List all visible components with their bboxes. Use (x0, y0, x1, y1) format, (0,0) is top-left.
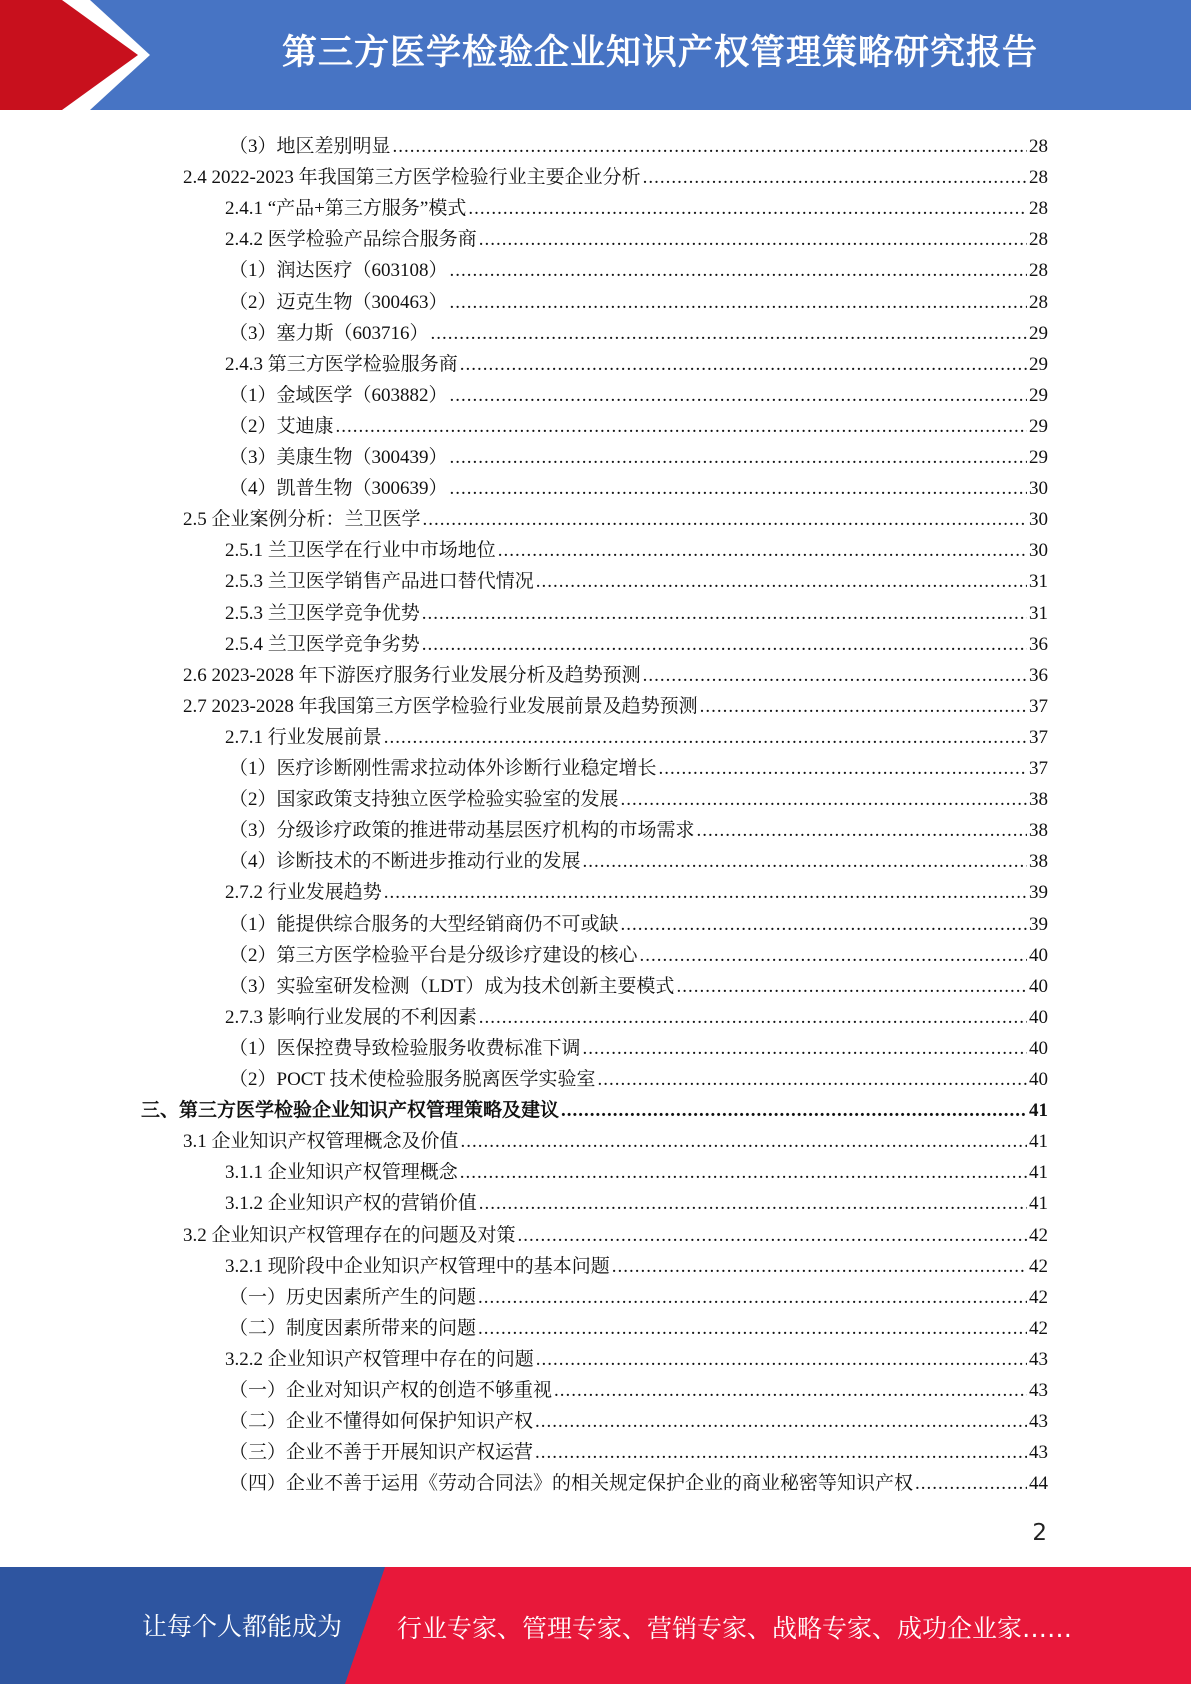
toc-entry[interactable] (183, 656, 1048, 687)
toc-entry-label: （二）企业不懂得如何保护知识产权 (229, 1411, 534, 1433)
toc-entry-page: 39 (1029, 913, 1048, 935)
toc-entry[interactable] (229, 376, 1048, 407)
toc-entry[interactable] (225, 625, 1048, 656)
toc-leader-dots (460, 1162, 1027, 1184)
toc-entry-page: 28 (1029, 198, 1048, 220)
toc-entry[interactable] (229, 842, 1048, 873)
toc-entry[interactable] (229, 469, 1048, 500)
toc-entry-label: 3.2.2 企业知识产权管理中存在的问题 (225, 1348, 534, 1370)
toc-entry[interactable] (225, 998, 1048, 1029)
toc-entry-label: （2）POCT 技术使检验服务脱离医学实验室 (229, 1069, 596, 1090)
toc-entry-label: 3.2 企业知识产权管理存在的问题及对策 (183, 1224, 516, 1246)
toc-entry-label: （1）能提供综合服务的大型经销商仍不可或缺 (229, 913, 619, 935)
toc-entry-page: 42 (1029, 1255, 1048, 1277)
toc-entry[interactable] (183, 158, 1048, 189)
toc-leader-dots (554, 1380, 1027, 1402)
toc-leader-dots (518, 1225, 1027, 1247)
toc-leader-dots (478, 1318, 1027, 1340)
toc-entry[interactable] (229, 1464, 1048, 1495)
toc-entry-label: 2.5.4 兰卫医学竞争劣势 (225, 633, 420, 655)
toc-leader-dots (478, 1287, 1027, 1309)
toc-entry-label: 2.5 企业案例分析：兰卫医学 (183, 509, 421, 531)
toc-entry-page: 41 (1029, 1131, 1048, 1153)
toc-entry-page: 40 (1029, 975, 1048, 997)
toc-leader-dots (697, 820, 1027, 842)
toc-entry-label: 2.5.3 兰卫医学竞争优势 (225, 602, 420, 624)
header-red-arrow (0, 0, 140, 110)
toc-leader-dots (536, 571, 1027, 593)
toc-entry[interactable] (225, 873, 1048, 904)
toc-entry-page: 36 (1029, 664, 1048, 686)
toc-entry[interactable] (229, 967, 1048, 998)
toc-entry-page: 28 (1029, 136, 1048, 157)
toc-leader-dots (450, 260, 1027, 282)
toc-entry-page: 40 (1029, 1006, 1048, 1028)
toc-entry-page: 28 (1029, 167, 1048, 189)
toc-leader-dots (450, 292, 1027, 314)
toc-entry-page: 43 (1029, 1411, 1048, 1433)
toc-entry-page: 38 (1029, 789, 1048, 811)
toc-entry-page: 37 (1029, 695, 1048, 717)
toc-leader-dots (621, 789, 1027, 811)
toc-entry[interactable] (229, 1402, 1048, 1433)
toc-entry[interactable] (229, 1278, 1048, 1309)
toc-leader-dots (450, 478, 1027, 500)
toc-entry[interactable] (225, 345, 1048, 376)
toc-entry[interactable] (225, 1247, 1048, 1278)
toc-entry-label: （2）艾迪康 (229, 415, 334, 437)
toc-entry[interactable] (229, 811, 1048, 842)
toc-entry[interactable] (229, 936, 1048, 967)
toc-entry[interactable] (229, 1309, 1048, 1340)
toc-entry-label: 2.7.3 影响行业发展的不利因素 (225, 1006, 477, 1028)
report-title: 第三方医学检验企业知识产权管理策略研究报告 (281, 33, 1038, 73)
toc-leader-dots (535, 1411, 1027, 1433)
footer-slogan-left: 让每个人都能成为 (142, 1612, 343, 1641)
toc-leader-dots (643, 665, 1027, 687)
toc-entry-page: 43 (1029, 1380, 1048, 1401)
toc-leader-dots (612, 1256, 1027, 1278)
toc-entry-page: 42 (1029, 1224, 1048, 1246)
toc-entry[interactable] (225, 718, 1048, 749)
toc-entry[interactable] (229, 780, 1048, 811)
toc-entry-label: （3）地区差别明显 (229, 136, 391, 157)
toc-entry-label: 2.5.1 兰卫医学在行业中市场地位 (225, 540, 496, 562)
toc-entry-label: 2.7.1 行业发展前景 (225, 726, 382, 748)
toc-entry-label: （二）制度因素所带来的问题 (229, 1317, 477, 1339)
toc-entry[interactable] (225, 189, 1048, 220)
toc-entry-page: 29 (1029, 384, 1048, 406)
toc-entry-page: 41 (1029, 1193, 1048, 1215)
toc-entry[interactable] (229, 283, 1048, 314)
page-footer (0, 1567, 1191, 1684)
toc-entry-label: 2.7.2 行业发展趋势 (225, 882, 382, 904)
toc-entry-label: （1）医疗诊断刚性需求拉动体外诊断行业稳定增长 (229, 758, 657, 779)
toc-leader-dots (915, 1473, 1027, 1495)
footer-slogan-right: 行业专家、管理专家、营销专家、战略专家、成功企业家…… (397, 1614, 1073, 1643)
toc-entry-label: 2.4.2 医学检验产品综合服务商 (225, 229, 477, 251)
toc-entry-page: 29 (1029, 322, 1048, 344)
toc-leader-dots (583, 851, 1027, 873)
toc-entry-label: （4）诊断技术的不断进步推动行业的发展 (229, 851, 581, 873)
toc-entry-page: 40 (1029, 1037, 1048, 1059)
toc-leader-dots (431, 323, 1027, 345)
toc-entry[interactable] (225, 1340, 1048, 1371)
toc-leader-dots (422, 634, 1027, 656)
toc-leader-dots (676, 976, 1027, 998)
toc-entry-page: 28 (1029, 229, 1048, 251)
toc-entry[interactable] (141, 1091, 1048, 1122)
toc-entry-page: 31 (1029, 602, 1048, 624)
toc-entry-label: （一）企业对知识产权的创造不够重视 (229, 1380, 553, 1401)
toc-entry-label: （2）迈克生物（300463） (229, 291, 448, 313)
toc-entry[interactable] (225, 562, 1048, 593)
toc-entry-page: 44 (1029, 1473, 1048, 1495)
toc-entry-label: 3.1.2 企业知识产权的营销价值 (225, 1193, 477, 1215)
toc-entry-label: （三）企业不善于开展知识产权运营 (229, 1442, 534, 1464)
toc-entry-label: （2）国家政策支持独立医学检验实验室的发展 (229, 789, 619, 811)
toc-entry-page: 41 (1029, 1100, 1048, 1122)
toc-entry-label: 2.5.3 兰卫医学销售产品进口替代情况 (225, 571, 534, 593)
toc-entry-page: 41 (1029, 1162, 1048, 1184)
toc-entry-label: 2.4.1 “产品+第三方服务”模式 (225, 198, 467, 220)
toc-entry-label: 3.1 企业知识产权管理概念及价值 (183, 1131, 459, 1153)
toc-entry-page: 36 (1029, 633, 1048, 655)
toc-entry-page: 39 (1029, 882, 1048, 904)
toc-leader-dots (336, 416, 1027, 438)
toc-entry-label: （1）润达医疗（603108） (229, 260, 448, 282)
toc-leader-dots (422, 603, 1027, 625)
toc-entry-page: 28 (1029, 291, 1048, 313)
toc-entry[interactable] (225, 1184, 1048, 1215)
toc-leader-dots (479, 1007, 1027, 1029)
toc-entry-label: （4）凯普生物（300639） (229, 478, 448, 500)
toc-entry-label: 三、第三方医学检验企业知识产权管理策略及建议 (141, 1100, 560, 1122)
toc-leader-dots (461, 1131, 1027, 1153)
toc-entry[interactable] (183, 500, 1048, 531)
toc-entry[interactable] (225, 594, 1048, 625)
toc-leader-dots (597, 1069, 1027, 1091)
toc-leader-dots (450, 447, 1027, 469)
toc-leader-dots (659, 758, 1027, 780)
toc-leader-dots (460, 354, 1027, 376)
toc-leader-dots (479, 229, 1027, 251)
toc-entry[interactable] (229, 438, 1048, 469)
toc-entry-page: 37 (1029, 758, 1048, 779)
toc-entry-label: （2）第三方医学检验平台是分级诊疗建设的核心 (229, 944, 638, 966)
toc-entry[interactable] (229, 314, 1048, 345)
toc-leader-dots (643, 167, 1027, 189)
toc-entry-page: 42 (1029, 1286, 1048, 1308)
toc-entry-page: 29 (1029, 353, 1048, 375)
page-number: 2 (1032, 1520, 1047, 1546)
toc-leader-dots (498, 540, 1027, 562)
toc-leader-dots (535, 1442, 1027, 1464)
toc-entry-page: 40 (1029, 944, 1048, 966)
toc-entry-label: 3.1.1 企业知识产权管理概念 (225, 1162, 458, 1184)
toc-entry-page: 42 (1029, 1317, 1048, 1339)
toc-entry-page: 29 (1029, 447, 1048, 468)
toc-entry-page: 28 (1029, 260, 1048, 282)
toc-entry[interactable] (183, 687, 1048, 718)
toc-entry[interactable] (225, 531, 1048, 562)
toc-entry[interactable] (229, 749, 1048, 780)
toc-entry-label: （3）实验室研发检测（LDT）成为技术创新主要模式 (229, 975, 675, 997)
toc-entry-page: 30 (1029, 509, 1048, 531)
toc-entry-page: 29 (1029, 415, 1048, 437)
toc-entry[interactable] (225, 1153, 1048, 1184)
toc-entry-label: （3）美康生物（300439） (229, 447, 448, 468)
toc-entry-page: 30 (1029, 540, 1048, 562)
toc-entry-page: 40 (1029, 1069, 1048, 1090)
toc-entry-label: 2.4.3 第三方医学检验服务商 (225, 353, 458, 375)
toc-entry[interactable] (229, 905, 1048, 936)
toc-entry-label: 2.4 2022-2023 年我国第三方医学检验行业主要企业分析 (183, 167, 641, 189)
toc-entry-page: 38 (1029, 820, 1048, 842)
toc-entry-page: 43 (1029, 1348, 1048, 1370)
toc-leader-dots (479, 1193, 1027, 1215)
toc-leader-dots (583, 1038, 1027, 1060)
toc-entry-page: 30 (1029, 478, 1048, 500)
toc-entry-page: 31 (1029, 571, 1048, 593)
toc-leader-dots (468, 198, 1027, 220)
toc-leader-dots (640, 945, 1027, 967)
toc-leader-dots (423, 509, 1027, 531)
toc-entry-label: （1）医保控费导致检验服务收费标准下调 (229, 1037, 581, 1059)
page-header (0, 0, 1191, 110)
toc-entry[interactable] (229, 1029, 1048, 1060)
toc-entry-label: 3.2.1 现阶段中企业知识产权管理中的基本问题 (225, 1255, 610, 1277)
toc-entry-page: 43 (1029, 1442, 1048, 1464)
toc-entry[interactable] (183, 1216, 1048, 1247)
toc-entry[interactable] (229, 127, 1048, 158)
toc-entry[interactable] (225, 220, 1048, 251)
toc-leader-dots (536, 1349, 1027, 1371)
toc-entry-label: （3）塞力斯（603716） (229, 322, 429, 344)
toc-entry-label: （一）历史因素所产生的问题 (229, 1286, 477, 1308)
toc-entry-label: （四）企业不善于运用《劳动合同法》的相关规定保护企业的商业秘密等知识产权 (229, 1473, 914, 1495)
toc-entry[interactable] (229, 251, 1048, 282)
toc-entry-label: （3）分级诊疗政策的推进带动基层医疗机构的市场需求 (229, 820, 695, 842)
toc-entry[interactable] (229, 407, 1048, 438)
toc-leader-dots (384, 727, 1027, 749)
toc-leader-dots (621, 914, 1027, 936)
toc-leader-dots (561, 1100, 1027, 1122)
toc-entry[interactable] (229, 1371, 1048, 1402)
toc-entry-label: 2.7 2023-2028 年我国第三方医学检验行业发展前景及趋势预测 (183, 695, 698, 717)
toc-entry-label: （1）金域医学（603882） (229, 384, 448, 406)
toc-leader-dots (393, 136, 1027, 158)
toc-entry[interactable] (229, 1433, 1048, 1464)
toc-leader-dots (700, 696, 1027, 718)
toc-entry[interactable] (183, 1122, 1048, 1153)
toc-leader-dots (384, 882, 1027, 904)
toc-entry-label: 2.6 2023-2028 年下游医疗服务行业发展分析及趋势预测 (183, 664, 641, 686)
toc-entry-page: 38 (1029, 851, 1048, 873)
toc-entry-page: 37 (1029, 726, 1048, 748)
toc-leader-dots (450, 385, 1027, 407)
toc-entry[interactable] (229, 1060, 1048, 1091)
